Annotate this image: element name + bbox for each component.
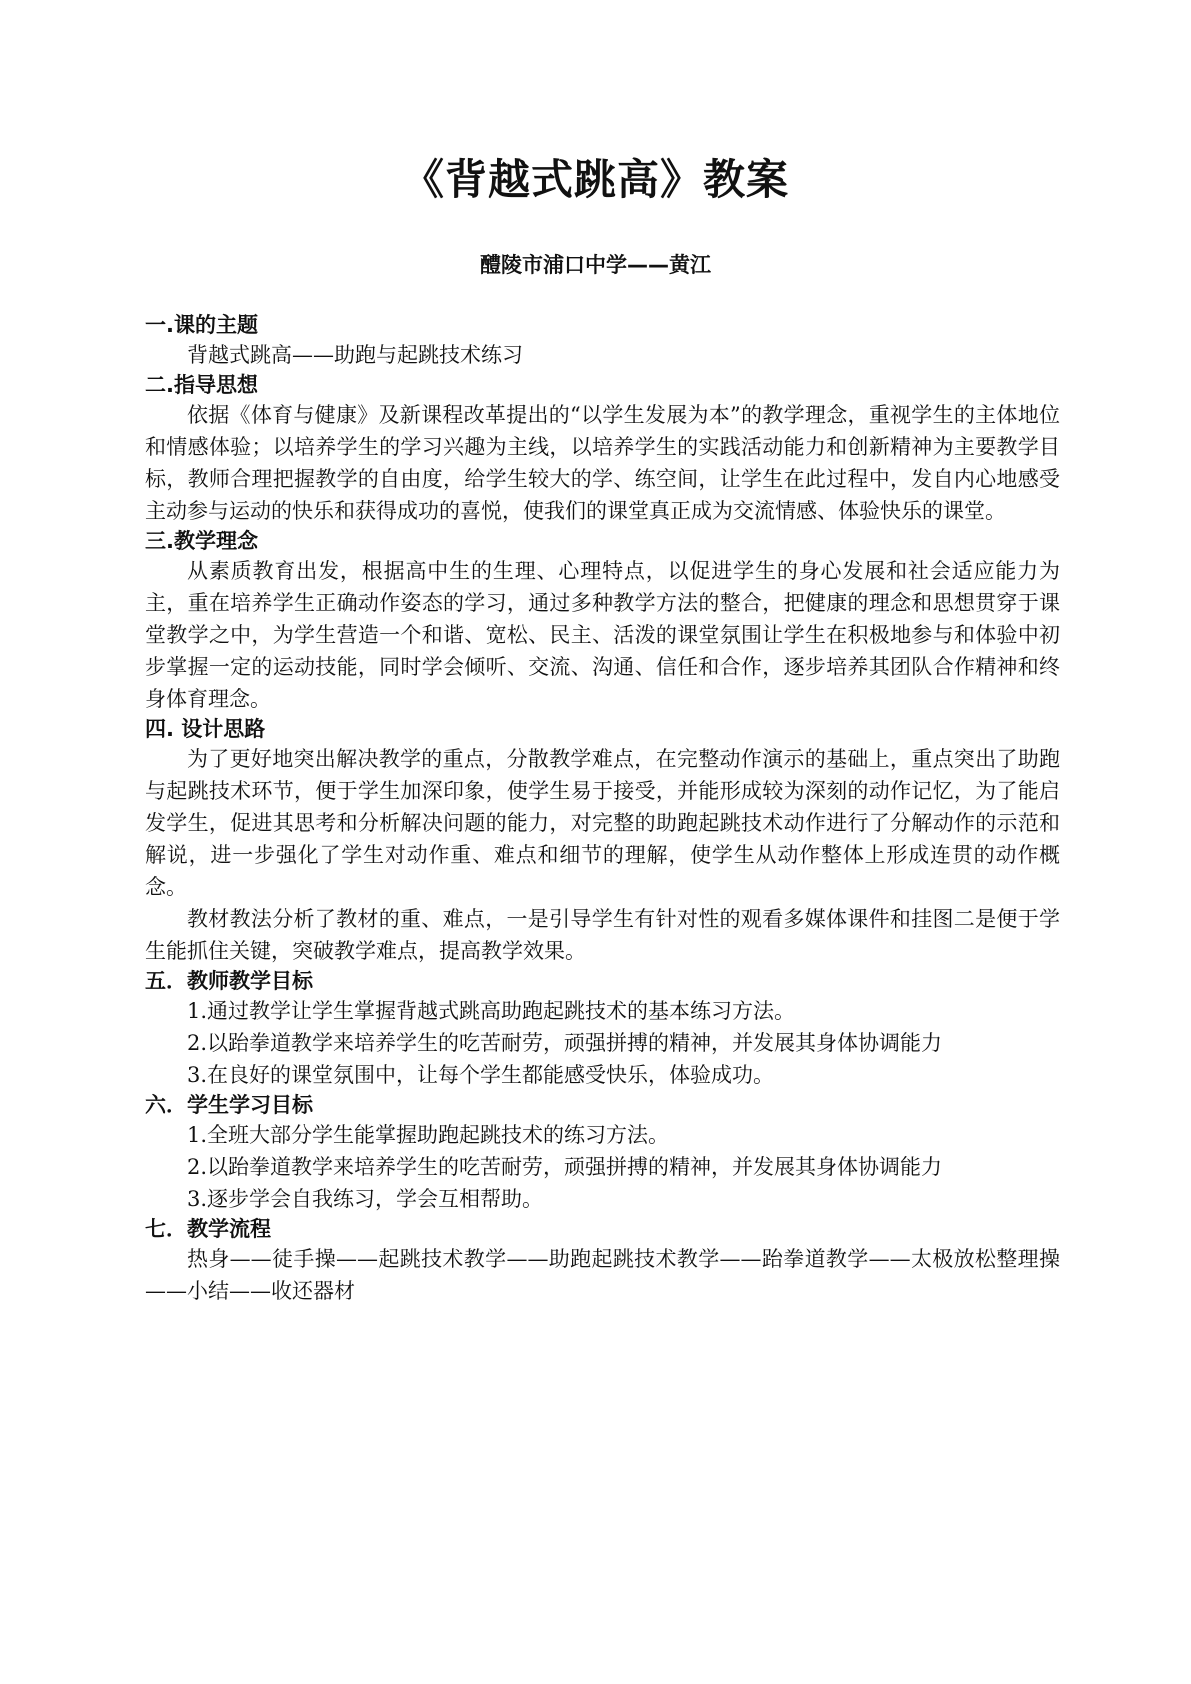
section-heading-teaching-process: 七．教学流程 xyxy=(145,1217,271,1241)
section-paragraph-teaching-process: 热身——徒手操——起跳技术教学——助跑起跳技术教学——跆拳道教学——太极放松整理操——小结——收还器材 xyxy=(145,1247,1060,1303)
section-paragraph-design-approach-2: 教材教法分析了教材的重、难点，一是引导学生有针对性的观看多媒体课件和挂图二是便于学生能抓住关键，突破教学难点，提高教学效果。 xyxy=(145,907,1060,963)
section-paragraph-guiding-ideology: 依据《体育与健康》及新课程改革提出的“以学生发展为本”的教学理念，重视学生的主体地位和情感体验；以培养学生的学习兴趣为主线，以培养学生的实践活动能力和创新精神为主要教学目标，教师合理把握教学的自由度，给学生较大的学、练空间，让学生在此过程中，发自内心地感受主动参与运动的快乐和获得成功的喜悦，使我们的课堂真正成为交流情感、体验快乐的课堂。 xyxy=(145,403,1060,523)
list-item: 1.全班大部分学生能掌握助跑起跳技术的练习方法。 xyxy=(187,1123,670,1147)
section-heading-theme: 一.课的主题 xyxy=(145,313,258,337)
document-body xyxy=(145,311,1060,1307)
list-item: 3.逐步学会自我练习，学会互相帮助。 xyxy=(187,1187,544,1211)
list-item: 2.以跆拳道教学来培养学生的吃苦耐劳，顽强拼搏的精神，并发展其身体协调能力 xyxy=(187,1031,943,1055)
document-title: 《背越式跳高》教案 xyxy=(401,155,789,204)
section-heading-student-goals: 六．学生学习目标 xyxy=(145,1093,313,1117)
list-item: 3.在良好的课堂氛围中，让每个学生都能感受快乐，体验成功。 xyxy=(187,1063,775,1087)
list-item: 2.以跆拳道教学来培养学生的吃苦耐劳，顽强拼搏的精神，并发展其身体协调能力 xyxy=(187,1155,943,1179)
section-heading-guiding-ideology: 二.指导思想 xyxy=(145,373,258,397)
section-heading-teaching-philosophy: 三.教学理念 xyxy=(145,529,258,553)
list-item: 1.通过教学让学生掌握背越式跳高助跑起跳技术的基本练习方法。 xyxy=(187,999,796,1023)
document-author: 醴陵市浦口中学——黄江 xyxy=(480,253,711,277)
section-heading-teacher-goals: 五．教师教学目标 xyxy=(145,969,313,993)
section-paragraph-teaching-philosophy: 从素质教育出发，根据高中生的生理、心理特点，以促进学生的身心发展和社会适应能力为主，重在培养学生正确动作姿态的学习，通过多种教学方法的整合，把健康的理念和思想贯穿于课堂教学之中，为学生营造一个和谐、宽松、民主、活泼的课堂氛围让学生在积极地参与和体验中初步掌握一定的运动技能，同时学会倾听、交流、沟通、信任和合作，逐步培养其团队合作精神和终身体育理念。 xyxy=(145,559,1060,711)
section-paragraph-design-approach-1: 为了更好地突出解决教学的重点，分散教学难点，在完整动作演示的基础上，重点突出了助跑与起跳技术环节，便于学生加深印象，使学生易于接受，并能形成较为深刻的动作记忆，为了能启发学生，促进其思考和分析解决问题的能力，对完整的助跑起跳技术动作进行了分解动作的示范和解说，进一步强化了学生对动作重、难点和细节的理解，使学生从动作整体上形成连贯的动作概念。 xyxy=(145,747,1060,899)
section-paragraph-theme: 背越式跳高——助跑与起跳技术练习 xyxy=(187,343,523,367)
section-heading-design-approach: 四. 设计思路 xyxy=(145,717,266,741)
